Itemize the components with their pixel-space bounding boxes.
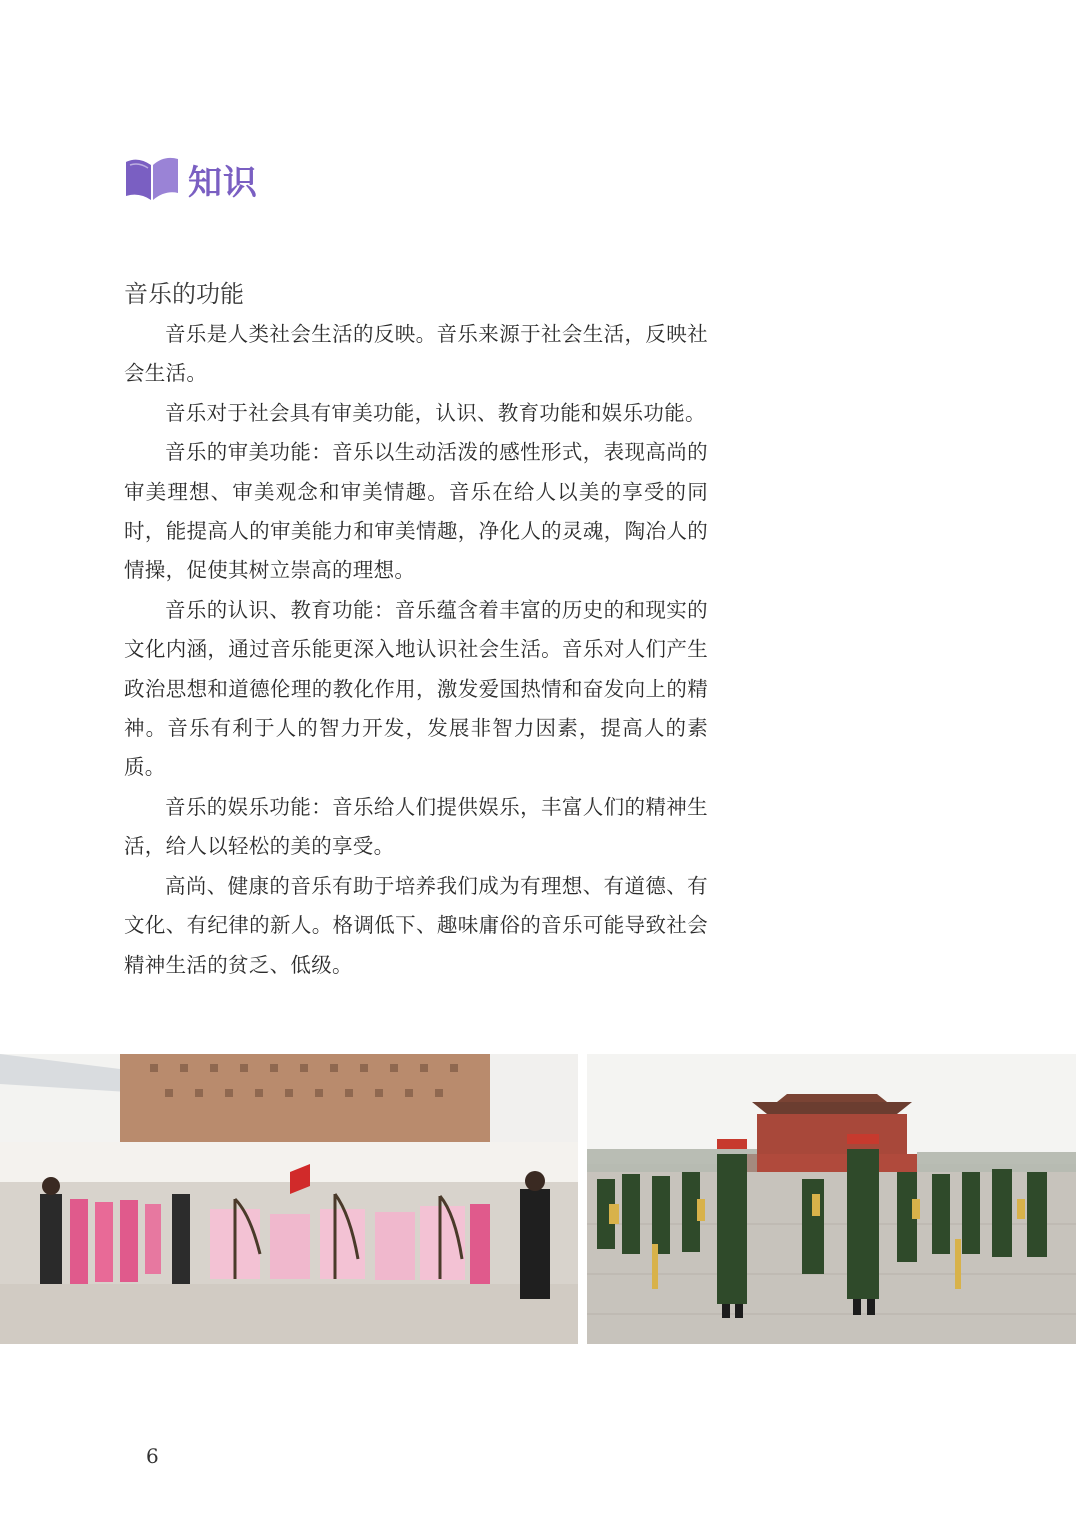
paragraph: 高尚、健康的音乐有助于培养我们成为有理想、有道德、有文化、有纪律的新人。格调低下、趣味庸俗的音乐可能导致社会精神生活的贫乏、低级。 xyxy=(124,873,708,977)
article-title: 音乐的功能 xyxy=(124,280,244,308)
paragraph: 音乐对于社会具有审美功能，认识、教育功能和娱乐功能。 xyxy=(165,400,706,425)
paragraph: 音乐的娱乐功能：音乐给人们提供娱乐，丰富人们的精神生活，给人以轻松的美的享受。 xyxy=(124,794,708,859)
paragraph: 音乐的审美功能：音乐以生动活泼的感性形式，表现高尚的审美理想、审美观念和审美情趣。音乐在给人以美的享受的同时，能提高人的审美能力和审美情趣，净化人的灵魂，陶冶人的情操，促使其树立崇高的理想。 xyxy=(124,440,708,583)
photo-military-band xyxy=(587,1054,1076,1344)
page-number: 6 xyxy=(146,1444,159,1468)
section-header xyxy=(124,153,258,205)
section-title: 知识 xyxy=(188,162,258,203)
paragraph: 音乐是人类社会生活的反映。音乐来源于社会生活，反映社会生活。 xyxy=(124,322,708,386)
paragraph: 音乐的认识、教育功能：音乐蕴含着丰富的历史的和现实的文化内涵，通过音乐能更深入地认识社会生活。音乐对人们产生政治思想和道德伦理的教化作用，激发爱国热情和奋发向上的精神。音乐有利于人的智力开发，发展非智力因素，提高人的素质。 xyxy=(124,597,708,780)
photo-harp-ensemble xyxy=(0,1054,578,1344)
open-book-icon xyxy=(124,153,180,205)
article-body xyxy=(124,315,708,985)
